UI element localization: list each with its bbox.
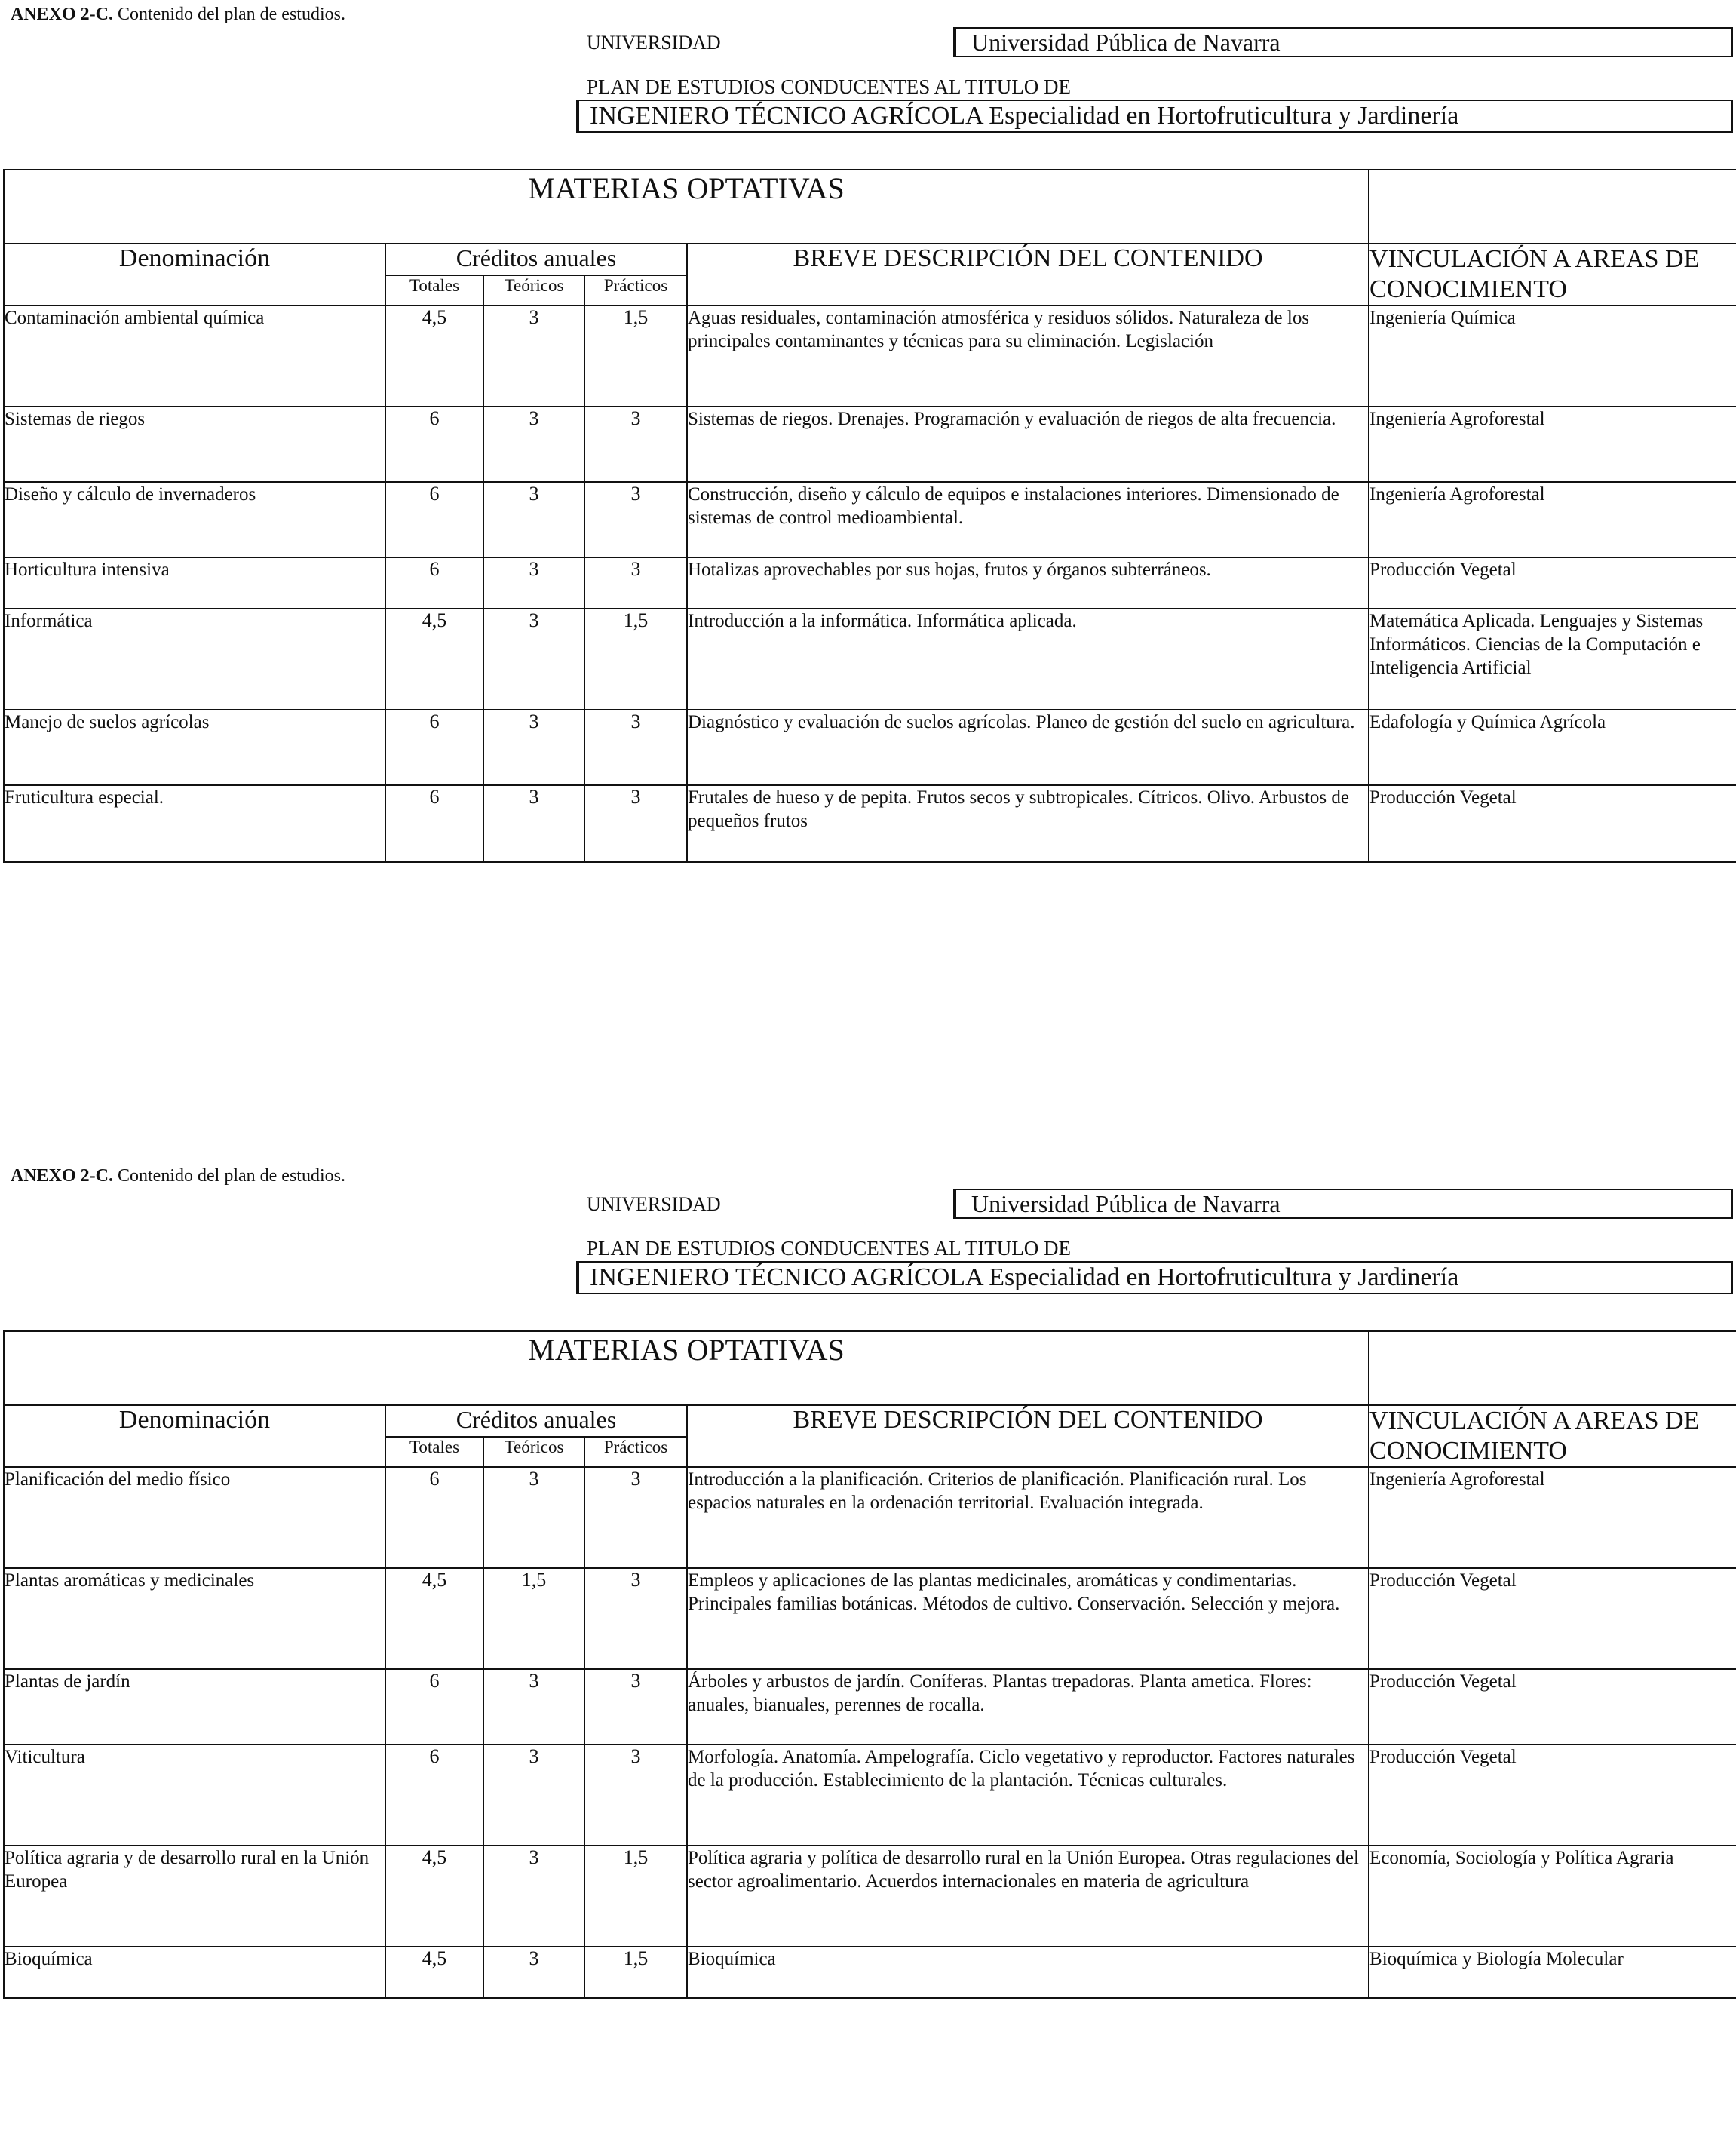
annex-label: ANEXO 2-C. <box>11 1166 113 1186</box>
row-area: Producción Vegetal <box>1369 785 1736 862</box>
row-name: Plantas aromáticas y medicinales <box>4 1568 385 1669</box>
header-teoricos: Teóricos <box>483 1437 584 1467</box>
annex-heading <box>11 1166 345 1186</box>
row-totales: 4,5 <box>385 609 483 710</box>
row-description: Construcción, diseño y cálculo de equipos e instalaciones interiores. Dimensionado de sistemas de control medioambiental. <box>687 482 1369 557</box>
row-teoricos: 3 <box>483 1947 584 1998</box>
table-row <box>4 1947 1736 1998</box>
row-name: Contaminación ambiental química <box>4 305 385 407</box>
header-totales: Totales <box>385 1437 483 1467</box>
row-teoricos: 3 <box>483 1467 584 1568</box>
plan-label: PLAN DE ESTUDIOS CONDUCENTES AL TITULO DE <box>587 1237 1071 1260</box>
table-row <box>4 609 1736 710</box>
universidad-label: UNIVERSIDAD <box>587 1193 721 1215</box>
row-name: Sistemas de riegos <box>4 407 385 482</box>
row-teoricos: 3 <box>483 710 584 785</box>
row-name: Bioquímica <box>4 1947 385 1998</box>
materias-table-1 <box>3 169 1736 863</box>
table-row <box>4 785 1736 862</box>
row-totales: 6 <box>385 407 483 482</box>
row-area: Matemática Aplicada. Lenguajes y Sistemas Informáticos. Ciencias de la Computación e Inteligencia Artificial <box>1369 609 1736 710</box>
row-totales: 6 <box>385 557 483 609</box>
table-row <box>4 1745 1736 1846</box>
table-row <box>4 557 1736 609</box>
row-practicos: 1,5 <box>584 609 687 710</box>
row-description: Introducción a la informática. Informática aplicada. <box>687 609 1369 710</box>
annex-label: ANEXO 2-C. <box>11 5 113 24</box>
row-description: Árboles y arbustos de jardín. Coníferas. Plantas trepadoras. Planta ametica. Flores: anuales, bianuales, perennes de rocalla. <box>687 1669 1369 1745</box>
row-area: Economía, Sociología y Política Agraria <box>1369 1846 1736 1947</box>
header-totales: Totales <box>385 275 483 305</box>
row-practicos: 1,5 <box>584 1947 687 1998</box>
row-totales: 6 <box>385 1669 483 1745</box>
row-area: Ingeniería Agroforestal <box>1369 1467 1736 1568</box>
row-totales: 6 <box>385 1467 483 1568</box>
row-practicos: 3 <box>584 1568 687 1669</box>
degree-title: INGENIERO TÉCNICO AGRÍCOLA Especialidad en Hortofruticultura y Jardinería <box>576 100 1733 133</box>
row-name: Política agraria y de desarrollo rural en la Unión Europea <box>4 1846 385 1947</box>
row-area: Ingeniería Agroforestal <box>1369 407 1736 482</box>
row-area: Producción Vegetal <box>1369 1568 1736 1669</box>
row-teoricos: 3 <box>483 1846 584 1947</box>
row-description: Frutales de hueso y de pepita. Frutos secos y subtropicales. Cítricos. Olivo. Arbustos de pequeños frutos <box>687 785 1369 862</box>
row-totales: 4,5 <box>385 1947 483 1998</box>
header-practicos: Prácticos <box>584 1437 687 1467</box>
row-name: Planificación del medio físico <box>4 1467 385 1568</box>
header-practicos: Prácticos <box>584 275 687 305</box>
row-description: Morfología. Anatomía. Ampelografía. Ciclo vegetativo y reproductor. Factores naturales de la producción. Establecimiento de la plantación. Técnicas culturales. <box>687 1745 1369 1846</box>
row-description: Aguas residuales, contaminación atmosférica y residuos sólidos. Naturaleza de los principales contaminantes y técnicas para su eliminación. Legislación <box>687 305 1369 407</box>
row-name: Fruticultura especial. <box>4 785 385 862</box>
table-title-empty-cell <box>1369 170 1736 244</box>
table-title: MATERIAS OPTATIVAS <box>4 170 1369 244</box>
row-totales: 4,5 <box>385 305 483 407</box>
annex-heading <box>11 5 345 25</box>
header-creditos: Créditos anuales <box>385 1405 687 1437</box>
row-teoricos: 3 <box>483 557 584 609</box>
row-area: Producción Vegetal <box>1369 557 1736 609</box>
row-area: Producción Vegetal <box>1369 1745 1736 1846</box>
degree-title: INGENIERO TÉCNICO AGRÍCOLA Especialidad en Hortofruticultura y Jardinería <box>576 1261 1733 1294</box>
row-teoricos: 1,5 <box>483 1568 584 1669</box>
row-teoricos: 3 <box>483 609 584 710</box>
header-denominacion: Denominación <box>4 1405 385 1467</box>
row-description: Política agraria y política de desarrollo rural en la Unión Europea. Otras regulaciones del sector agroalimentario. Acuerdos internacionales en materia de agricultura <box>687 1846 1369 1947</box>
row-totales: 6 <box>385 785 483 862</box>
row-totales: 4,5 <box>385 1568 483 1669</box>
row-area: Edafología y Química Agrícola <box>1369 710 1736 785</box>
table-row <box>4 407 1736 482</box>
row-description: Hotalizas aprovechables por sus hojas, frutos y órganos subterráneos. <box>687 557 1369 609</box>
row-practicos: 3 <box>584 710 687 785</box>
row-teoricos: 3 <box>483 1745 584 1846</box>
table-title-empty-cell <box>1369 1331 1736 1405</box>
row-name: Diseño y cálculo de invernaderos <box>4 482 385 557</box>
row-description: Sistemas de riegos. Drenajes. Programación y evaluación de riegos de alta frecuencia. <box>687 407 1369 482</box>
table-row <box>4 710 1736 785</box>
row-practicos: 1,5 <box>584 1846 687 1947</box>
row-totales: 4,5 <box>385 1846 483 1947</box>
annex-text: Contenido del plan de estudios. <box>113 1166 345 1186</box>
header-vinculacion: VINCULACIÓN A AREAS DE CONOCIMIENTO <box>1369 1405 1736 1467</box>
row-practicos: 3 <box>584 785 687 862</box>
row-area: Producción Vegetal <box>1369 1669 1736 1745</box>
row-name: Plantas de jardín <box>4 1669 385 1745</box>
table-title: MATERIAS OPTATIVAS <box>4 1331 1369 1405</box>
table-row <box>4 1568 1736 1669</box>
header-denominacion: Denominación <box>4 244 385 305</box>
row-area: Ingeniería Agroforestal <box>1369 482 1736 557</box>
row-teoricos: 3 <box>483 305 584 407</box>
row-description: Empleos y aplicaciones de las plantas medicinales, aromáticas y condimentarias. Principales familias botánicas. Métodos de cultivo. Conservación. Selección y mejora. <box>687 1568 1369 1669</box>
table-row <box>4 1467 1736 1568</box>
row-totales: 6 <box>385 1745 483 1846</box>
annex-text: Contenido del plan de estudios. <box>113 5 345 24</box>
row-practicos: 3 <box>584 1467 687 1568</box>
row-name: Horticultura intensiva <box>4 557 385 609</box>
plan-label: PLAN DE ESTUDIOS CONDUCENTES AL TITULO DE <box>587 75 1071 98</box>
row-practicos: 1,5 <box>584 305 687 407</box>
universidad-value: Universidad Pública de Navarra <box>953 27 1733 57</box>
row-practicos: 3 <box>584 557 687 609</box>
row-name: Informática <box>4 609 385 710</box>
row-practicos: 3 <box>584 1669 687 1745</box>
row-area: Bioquímica y Biología Molecular <box>1369 1947 1736 1998</box>
row-area: Ingeniería Química <box>1369 305 1736 407</box>
row-practicos: 3 <box>584 407 687 482</box>
header-descripcion: BREVE DESCRIPCIÓN DEL CONTENIDO <box>687 244 1369 305</box>
universidad-label: UNIVERSIDAD <box>587 32 721 54</box>
header-creditos: Créditos anuales <box>385 244 687 275</box>
row-name: Viticultura <box>4 1745 385 1846</box>
row-totales: 6 <box>385 710 483 785</box>
header-teoricos: Teóricos <box>483 275 584 305</box>
row-teoricos: 3 <box>483 407 584 482</box>
row-name: Manejo de suelos agrícolas <box>4 710 385 785</box>
row-description: Bioquímica <box>687 1947 1369 1998</box>
row-teoricos: 3 <box>483 482 584 557</box>
table-row <box>4 305 1736 407</box>
row-teoricos: 3 <box>483 1669 584 1745</box>
table-row <box>4 1669 1736 1745</box>
row-description: Introducción a la planificación. Criterios de planificación. Planificación rural. Los espacios naturales en la ordenación territorial. Evaluación integrada. <box>687 1467 1369 1568</box>
table-row <box>4 1846 1736 1947</box>
row-totales: 6 <box>385 482 483 557</box>
row-practicos: 3 <box>584 482 687 557</box>
table-row <box>4 482 1736 557</box>
header-vinculacion: VINCULACIÓN A AREAS DE CONOCIMIENTO <box>1369 244 1736 305</box>
row-description: Diagnóstico y evaluación de suelos agrícolas. Planeo de gestión del suelo en agricultura. <box>687 710 1369 785</box>
header-descripcion: BREVE DESCRIPCIÓN DEL CONTENIDO <box>687 1405 1369 1467</box>
universidad-value: Universidad Pública de Navarra <box>953 1189 1733 1219</box>
materias-table-2 <box>3 1330 1736 1999</box>
row-practicos: 3 <box>584 1745 687 1846</box>
row-teoricos: 3 <box>483 785 584 862</box>
